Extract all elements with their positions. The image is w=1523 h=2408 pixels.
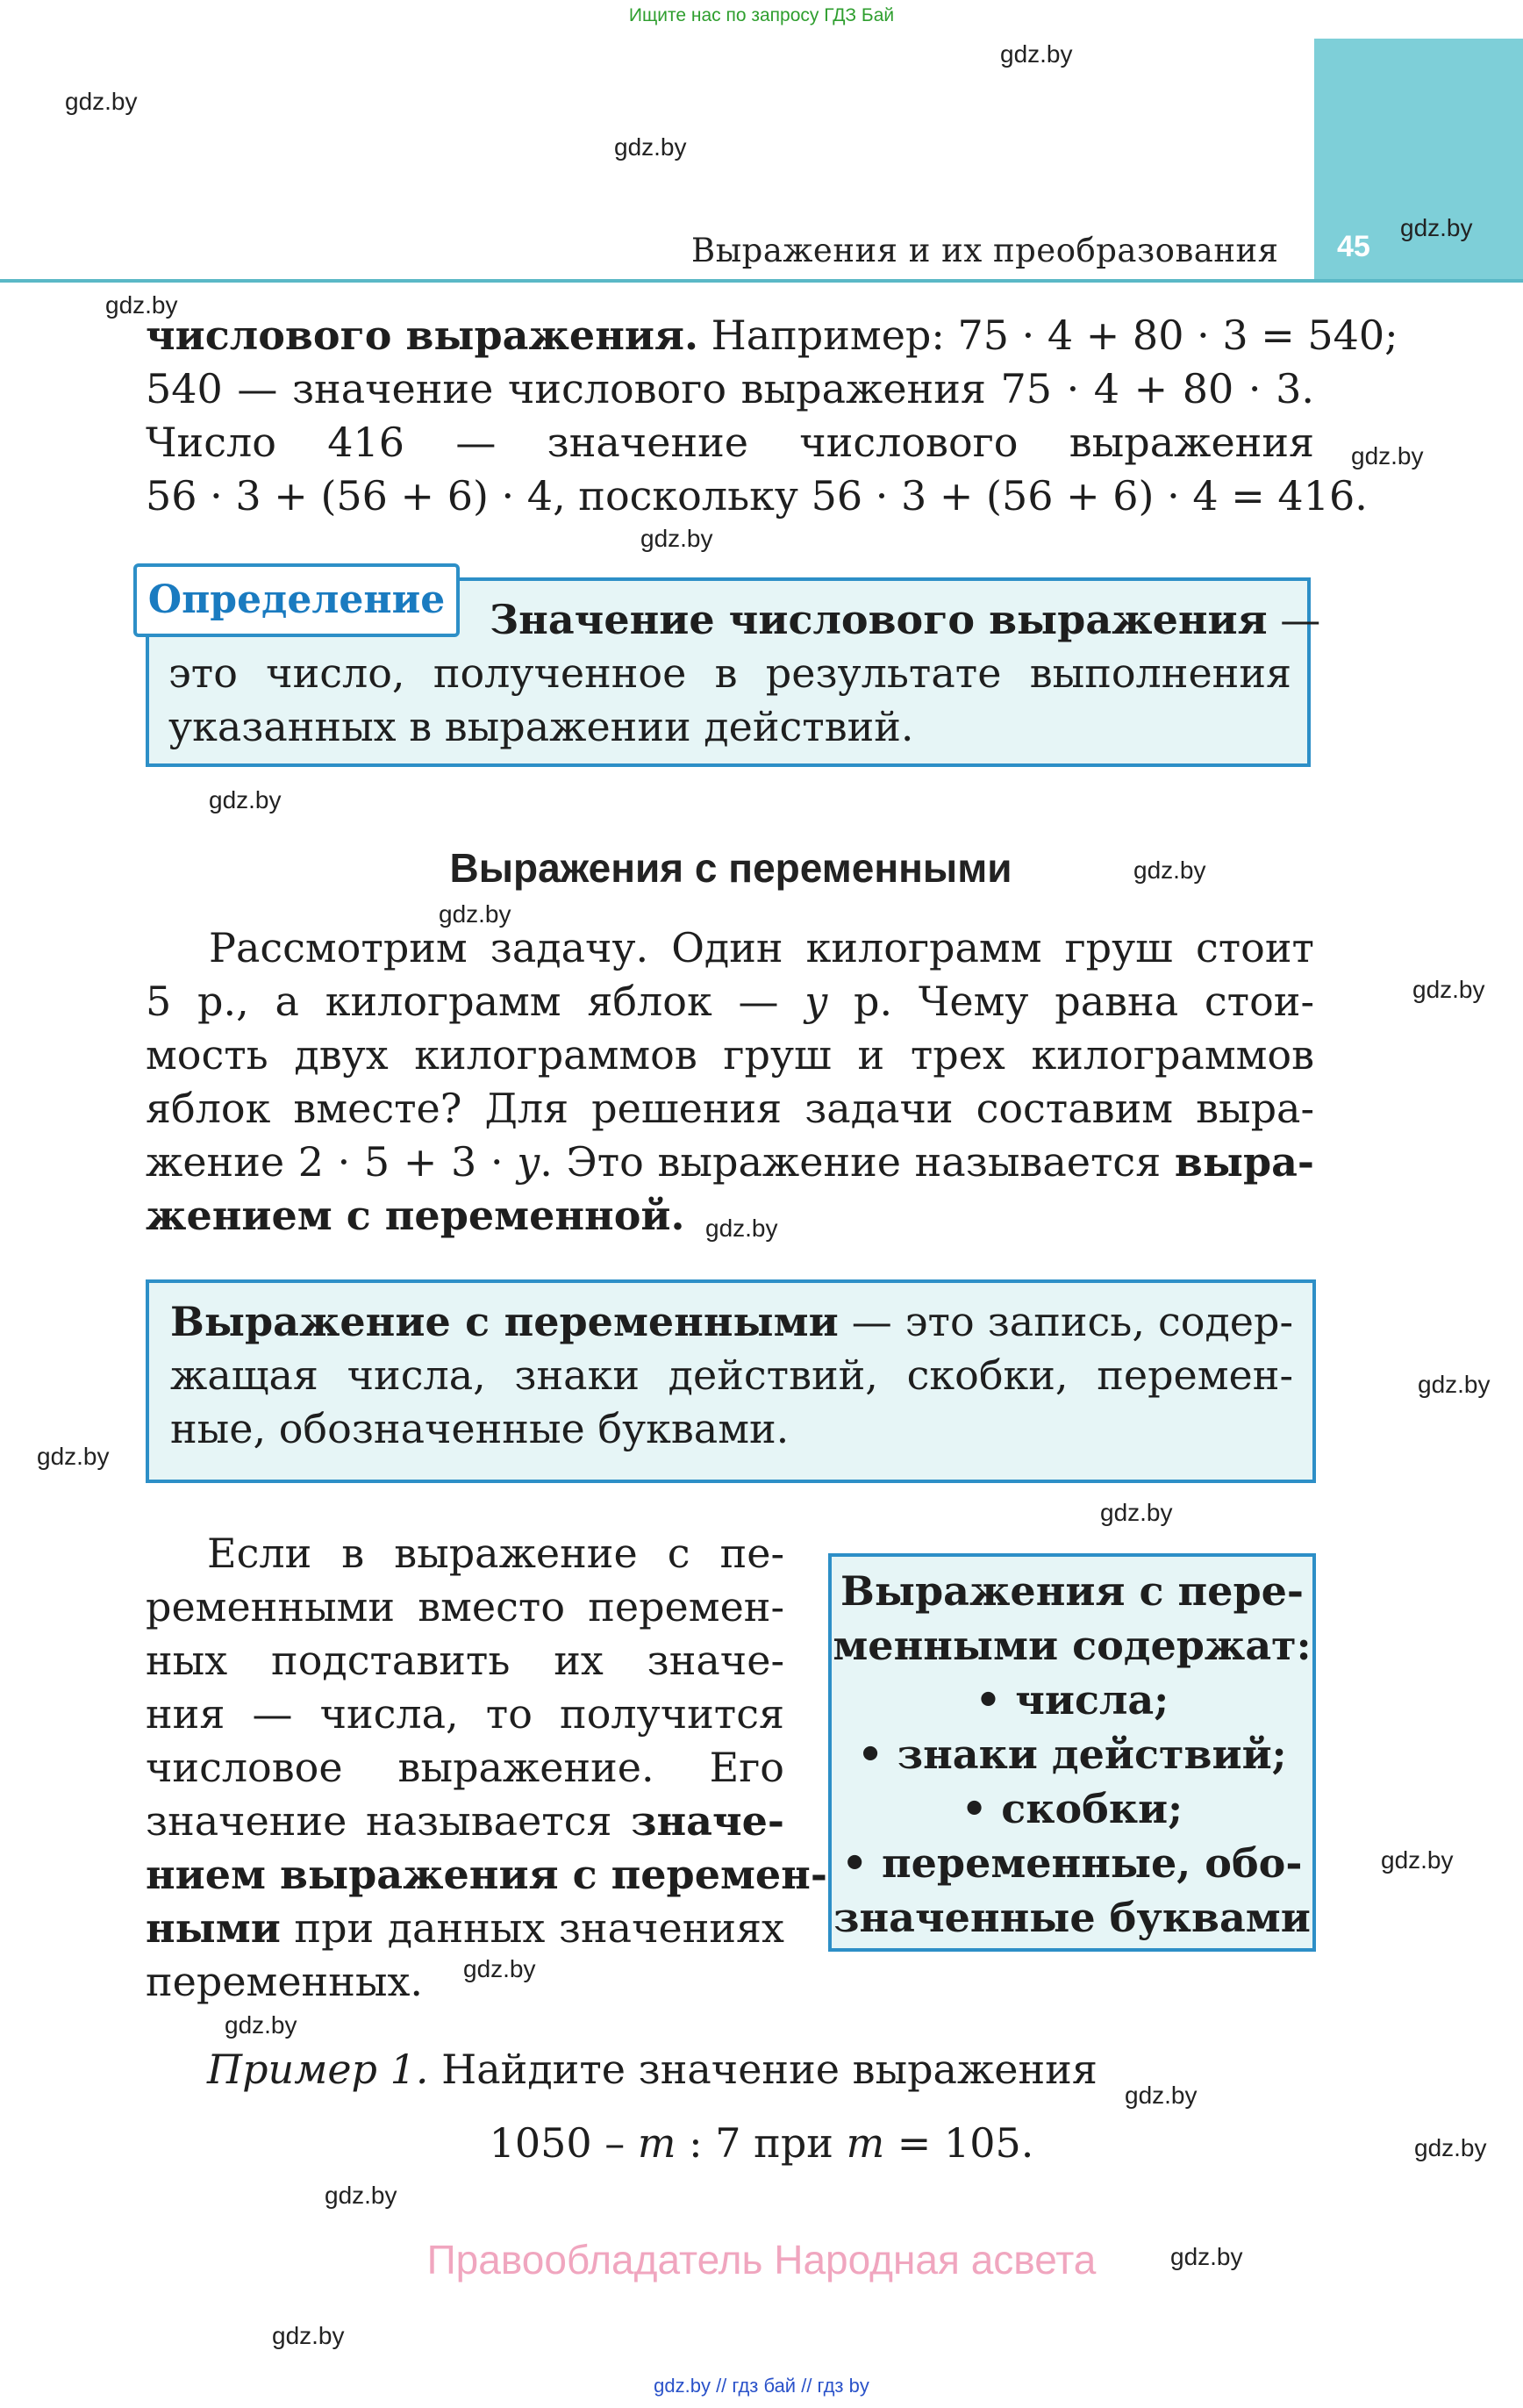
problem-line-6-bold: жением с переменной. [146,1192,685,1239]
intro-line-2: 540 — значение числового выражения 75 · 4 + 80 · 3. [146,365,1314,412]
box3-title-line-1: Выражения с пере- [840,1567,1304,1615]
watermark: gdz.by [1133,856,1206,884]
page-number: 45 [1337,230,1370,263]
watermark: gdz.by [640,525,713,552]
watermark: gdz.by [1351,442,1424,469]
watermark: gdz.by [463,1955,536,1982]
watermark: gdz.by [1414,2134,1487,2161]
watermark: gdz.by [1000,40,1073,68]
watermark: gdz.by [225,2011,297,2039]
example-label: Пример 1. [207,2046,429,2093]
left-line-7-bold: нием выражения с перемен- [146,1851,827,1898]
variable-m: m [637,2119,676,2167]
problem-line-1: Рассмотрим задачу. Один килограмм груш стоит [209,924,1314,971]
watermark: gdz.by [1381,1846,1454,1874]
problem-paragraph [146,921,1314,1243]
problem-line-2a: 5 р., а килограмм яблок — [146,978,805,1025]
left-line-8-bold: ными [146,1904,281,1952]
watermark: gdz.by [1170,2243,1243,2270]
variable-y: y [804,978,828,1025]
definition-term: Значение числового выражения [490,596,1268,643]
watermark: gdz.by [325,2182,397,2209]
problem-line-3: мость двух килограммов груш и трех килограммов [146,1031,1314,1079]
problem-line-5-bold: выра- [1174,1138,1315,1186]
watermark: gdz.by [439,900,511,928]
box2-line-2: жащая числа, знаки действий, скобки, перемен- [170,1351,1293,1399]
variable-m: m [846,2119,885,2167]
watermark: gdz.by [1412,976,1485,1003]
watermark: gdz.by [1100,1499,1173,1526]
top-search-link[interactable]: Ищите нас по запросу ГДЗ Бай [628,5,895,25]
left-line-3: ных подставить их значе- [146,1637,784,1684]
box2-term: Выражение с переменными [170,1298,839,1345]
variable-y: y [517,1138,540,1186]
box2-line-1: — это запись, содер- [838,1298,1294,1345]
definition-line-1: — [1267,596,1321,643]
watermark: gdz.by [1125,2082,1198,2109]
left-line-9: переменных. [146,1958,424,2005]
problem-line-5a: жение 2 · 5 + 3 · [146,1138,518,1186]
watermark: gdz.by [209,786,282,813]
left-line-6a: значение называется [146,1797,632,1845]
left-line-1: Если в выражение с пе- [207,1530,784,1577]
intro-line-3: Число 416 — значение числового выражения [146,419,1314,466]
example-text: Найдите значение выражения [428,2046,1098,2093]
box2-line-3: ные, обозначенные буквами. [170,1405,790,1452]
watermark: gdz.by [105,291,178,319]
left-line-8-rest: при данных значениях [280,1904,784,1952]
left-line-2: ременными вместо перемен- [146,1583,784,1630]
watermark: gdz.by [1400,214,1473,241]
substitution-paragraph [146,1527,827,2009]
watermark: gdz.by [272,2322,345,2349]
left-line-5: числовое выражение. Его [146,1744,784,1791]
box3-item-brackets: • скобки; [961,1785,1183,1832]
intro-line-1: Например: 75 · 4 + 80 · 3 = 540; [697,312,1398,359]
left-line-4: ния — числа, то получится [146,1690,784,1738]
definition-line-3: указанных в выражении действий. [168,703,914,750]
left-line-6-bold: значе- [631,1797,784,1845]
problem-line-4: яблок вместе? Для решения задачи составим выра- [146,1085,1314,1132]
definition-label: Определение [133,563,460,637]
copyright-owner: Правообладатель Народная асвета [426,2237,1097,2283]
box3-item-numbers: • числа; [975,1676,1169,1724]
box3-item-variables: • переменные, обо- [841,1839,1303,1887]
box3-item-variables-cont: значенные буквами [833,1894,1311,1941]
box3-title-line-2: менными содержат: [833,1622,1312,1669]
expr-part-3: = 105. [884,2119,1034,2167]
definition-line-2: это число, полученное в результате выполнения [168,649,1291,697]
watermark: gdz.by [37,1443,110,1470]
problem-line-2b: р. Чему равна стои- [827,978,1315,1025]
bottom-links[interactable]: gdz.by // гдз бай // гдз by [654,2375,869,2397]
watermark: gdz.by [614,133,687,161]
variable-expression-text [170,1295,1293,1456]
box3-item-operations: • знаки действий; [857,1731,1287,1778]
intro-bold-term: числового выражения. [146,312,698,359]
example-expression [0,2117,1523,2170]
watermark: gdz.by [65,88,138,115]
contents-summary-box [828,1553,1316,1952]
definition-text [168,593,1321,754]
expr-part-2: : 7 при [676,2119,847,2167]
expr-part-1: 1050 – [489,2119,638,2167]
chapter-title: Выражения и их преобразования [691,232,1279,269]
section-title: Выражения с переменными [449,845,1012,891]
header-rule [0,279,1523,283]
example-heading [207,2043,1098,2096]
intro-line-4: 56 · 3 + (56 + 6) · 4, поскольку 56 · 3 + (56 + 6) · 4 = 416. [146,472,1368,520]
watermark: gdz.by [1418,1371,1491,1398]
watermark: gdz.by [705,1215,778,1242]
problem-line-5b: . Это выражение называется [540,1138,1175,1186]
